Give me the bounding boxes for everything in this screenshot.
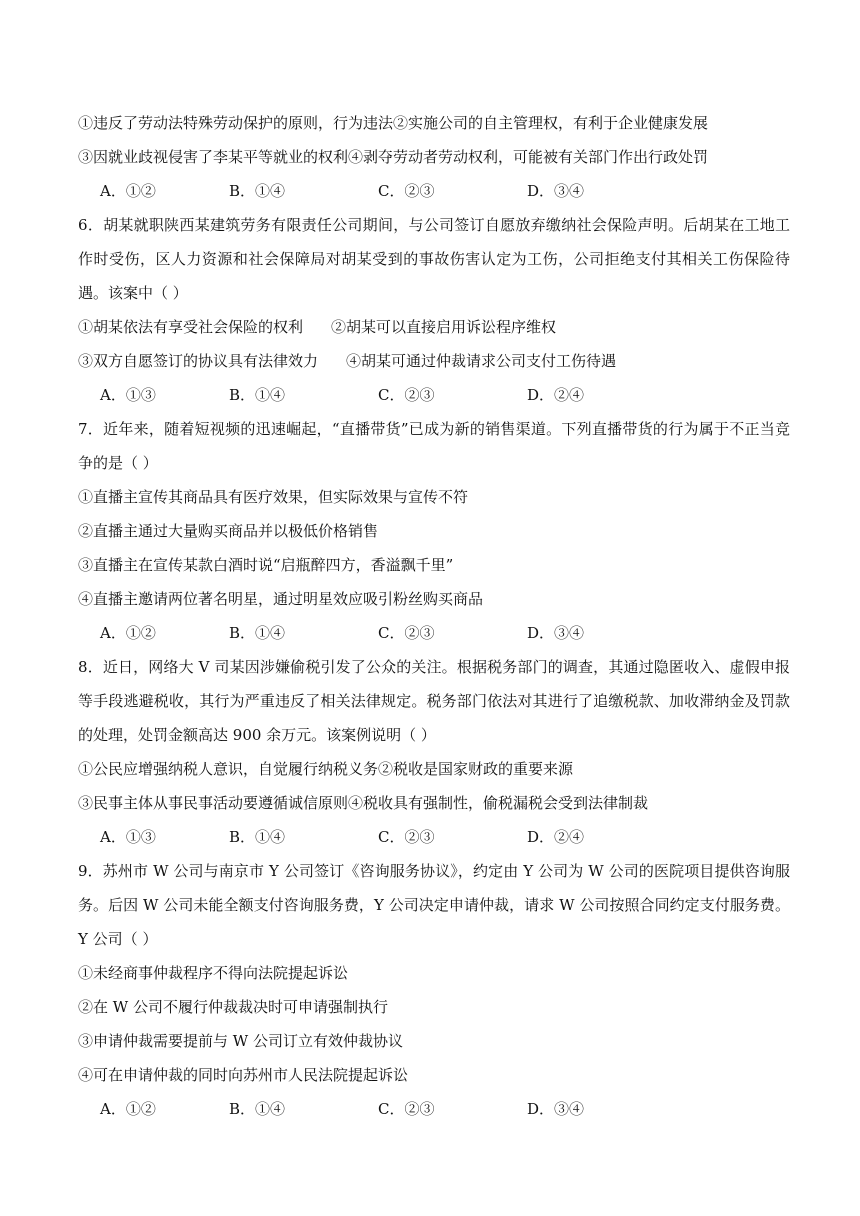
question-5 xyxy=(78,106,790,208)
q5-option-b[interactable]: B．①④ xyxy=(229,182,286,200)
q7-option-d[interactable]: D．③④ xyxy=(527,624,585,642)
q9-item-4: ④可在申请仲裁的同时向苏州市人民法院提起诉讼 xyxy=(78,1066,409,1084)
q6-options xyxy=(78,378,790,412)
q7-item-4: ④直播主邀请两位著名明星，通过明星效应吸引粉丝购买商品 xyxy=(78,590,484,608)
question-6 xyxy=(78,208,790,412)
q9-item-3: ③申请仲裁需要提前与 W 公司订立有效仲裁协议 xyxy=(78,1032,403,1050)
q9-option-a[interactable]: A．①② xyxy=(100,1100,156,1118)
q6-item-2: ②胡某可以直接启用诉讼程序维权 xyxy=(331,318,557,336)
q6-item-1: ①胡某依法有享受社会保险的权利 xyxy=(78,318,304,336)
q7-options xyxy=(78,616,790,650)
q5-option-c[interactable]: C．②③ xyxy=(378,182,435,200)
question-8 xyxy=(78,650,790,854)
q6-option-c[interactable]: C．②③ xyxy=(378,386,435,404)
q7-item-1: ①直播主宣传其商品具有医疗效果，但实际效果与宣传不符 xyxy=(78,488,469,506)
q6-option-d[interactable]: D．②④ xyxy=(527,386,585,404)
q5-option-d[interactable]: D．③④ xyxy=(527,182,585,200)
q8-option-c[interactable]: C．②③ xyxy=(378,828,435,846)
q5-item-3-4: ③因就业歧视侵害了李某平等就业的权利④剥夺劳动者劳动权利，可能被有关部门作出行政处罚 xyxy=(78,148,709,166)
q9-item-1: ①未经商事仲裁程序不得向法院提起诉讼 xyxy=(78,964,349,982)
document-page xyxy=(78,106,790,1126)
q9-stem: 9．苏州市 W 公司与南京市 Y 公司签订《咨询服务协议》，约定由 Y 公司为 W 公司的医院项目提供咨询服务。后因 W 公司未能全额支付咨询服务费，Y 公司决定申请仲裁，请求 W 公司按照合同约定支付服务费。Y 公司（ ） xyxy=(78,862,790,948)
question-9 xyxy=(78,854,790,1126)
q6-option-a[interactable]: A．①③ xyxy=(100,386,156,404)
question-7 xyxy=(78,412,790,650)
q5-option-a[interactable]: A．①② xyxy=(100,182,156,200)
q8-option-b[interactable]: B．①④ xyxy=(229,828,286,846)
q9-option-d[interactable]: D．③④ xyxy=(527,1100,585,1118)
q5-item-1-2: ①违反了劳动法特殊劳动保护的原则，行为违法②实施公司的自主管理权，有利于企业健康发展 xyxy=(78,114,709,132)
q6-stem: 6．胡某就职陕西某建筑劳务有限责任公司期间，与公司签订自愿放弃缴纳社会保险声明。后胡某在工地工作时受伤，区人力资源和社会保障局对胡某受到的事故伤害认定为工伤，公司拒绝支付其相关工伤保险待遇。该案中（ ） xyxy=(78,216,790,302)
q7-stem: 7．近年来，随着短视频的迅速崛起，“直播带货”已成为新的销售渠道。下列直播带货的行为属于不正当竞争的是（ ） xyxy=(78,420,790,472)
q8-options xyxy=(78,820,790,854)
q7-option-a[interactable]: A．①② xyxy=(100,624,156,642)
q7-item-2: ②直播主通过大量购买商品并以极低价格销售 xyxy=(78,522,379,540)
q7-option-b[interactable]: B．①④ xyxy=(229,624,286,642)
q8-item-1-2: ①公民应增强纳税人意识，自觉履行纳税义务②税收是国家财政的重要来源 xyxy=(78,760,574,778)
q9-option-b[interactable]: B．①④ xyxy=(229,1100,286,1118)
q8-option-a[interactable]: A．①③ xyxy=(100,828,156,846)
q8-option-d[interactable]: D．②④ xyxy=(527,828,585,846)
q6-item-4: ④胡某可通过仲裁请求公司支付工伤待遇 xyxy=(346,352,617,370)
q6-option-b[interactable]: B．①④ xyxy=(229,386,286,404)
q7-item-3: ③直播主在宣传某款白酒时说“启瓶醉四方，香溢飘千里” xyxy=(78,556,454,574)
q6-items-row-2 xyxy=(78,344,790,378)
q6-items-row-1 xyxy=(78,310,790,344)
q8-item-3-4: ③民事主体从事民事活动要遵循诚信原则④税收具有强制性，偷税漏税会受到法律制裁 xyxy=(78,794,649,812)
q9-item-2: ②在 W 公司不履行仲裁裁决时可申请强制执行 xyxy=(78,998,388,1016)
q9-options xyxy=(78,1092,790,1126)
q7-option-c[interactable]: C．②③ xyxy=(378,624,435,642)
q8-stem: 8．近日，网络大 V 司某因涉嫌偷税引发了公众的关注。根据税务部门的调查，其通过隐匿收入、虚假申报等手段逃避税收，其行为严重违反了相关法律规定。税务部门依法对其进行了追缴税款、加收滞纳金及罚款的处理，处罚金额高达 900 余万元。该案例说明（ ） xyxy=(78,658,790,744)
q6-item-3: ③双方自愿签订的协议具有法律效力 xyxy=(78,352,319,370)
q9-option-c[interactable]: C．②③ xyxy=(378,1100,435,1118)
q5-options xyxy=(78,174,790,208)
